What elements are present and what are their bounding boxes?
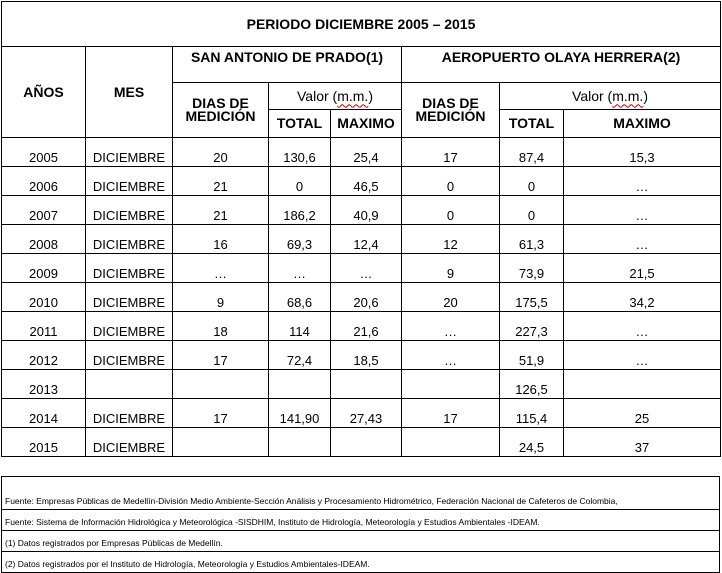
year-cell: 2010 (2, 283, 86, 312)
station1-total-cell (269, 370, 331, 399)
table-row (2, 138, 721, 167)
station2-days-cell: … (402, 341, 500, 370)
station2-max-cell: 37 (564, 428, 721, 457)
station2-max-cell (564, 370, 721, 399)
station1-days-cell: 16 (173, 225, 269, 254)
table-row (2, 312, 721, 341)
station2-days-cell: 0 (402, 167, 500, 196)
station1-header: SAN ANTONIO DE PRADO(1) (173, 47, 402, 83)
table-row (2, 428, 721, 457)
station2-max-cell: … (564, 225, 721, 254)
station2-days-cell: 9 (402, 254, 500, 283)
station2-max-cell: 34,2 (564, 283, 721, 312)
note-station2: (2) Datos registrados por el Instituto de Hidrología, Meteorología y Estudios Ambientales-IDEAM. (2, 552, 720, 573)
station1-total-cell: 141,90 (269, 399, 331, 428)
year-cell: 2013 (2, 370, 86, 399)
table-row (2, 370, 721, 399)
station2-max-cell: 15,3 (564, 138, 721, 167)
station2-total-cell: 51,9 (500, 341, 564, 370)
station1-total-cell (269, 428, 331, 457)
station1-max-cell: 18,5 (331, 341, 402, 370)
year-cell: 2009 (2, 254, 86, 283)
year-cell: 2014 (2, 399, 86, 428)
year-cell: 2008 (2, 225, 86, 254)
station2-days-cell (402, 370, 500, 399)
station2-days-cell: … (402, 312, 500, 341)
station2-max-cell: 25 (564, 399, 721, 428)
station1-max-cell: 12,4 (331, 225, 402, 254)
station1-total-cell: 186,2 (269, 196, 331, 225)
station1-max-cell: … (331, 254, 402, 283)
station2-total-cell: 73,9 (500, 254, 564, 283)
station1-days-cell: 18 (173, 312, 269, 341)
year-cell: 2005 (2, 138, 86, 167)
station1-max-cell (331, 428, 402, 457)
station2-value-header: Valor (m.m.) (500, 83, 721, 110)
station1-days-cell: 17 (173, 341, 269, 370)
station2-max-cell: 21,5 (564, 254, 721, 283)
station2-total-header: TOTAL (500, 110, 564, 138)
station2-max-header: MAXIMO (564, 110, 721, 138)
station1-days-header: DIAS DE MEDICIÓN (173, 83, 269, 138)
station2-max-cell: … (564, 312, 721, 341)
station2-total-cell: 61,3 (500, 225, 564, 254)
station1-total-cell: 130,6 (269, 138, 331, 167)
station1-days-cell (173, 428, 269, 457)
month-cell: DICIEMBRE (86, 225, 173, 254)
station1-max-cell: 27,43 (331, 399, 402, 428)
station2-total-cell: 24,5 (500, 428, 564, 457)
month-header: MES (86, 47, 173, 138)
station2-days-header: DIAS DE MEDICIÓN (402, 83, 500, 138)
years-header: AÑOS (2, 47, 86, 138)
station2-days-cell: 12 (402, 225, 500, 254)
station1-days-cell: … (173, 254, 269, 283)
table-row (2, 196, 721, 225)
station1-total-header: TOTAL (269, 110, 331, 138)
station1-value-header: Valor (m.m.) (269, 83, 402, 110)
note-station1: (1) Datos registrados por Empresas Públicas de Medellín. (2, 531, 720, 552)
station1-days-cell (173, 370, 269, 399)
station1-max-cell: 20,6 (331, 283, 402, 312)
month-cell: DICIEMBRE (86, 428, 173, 457)
table-row (2, 399, 721, 428)
note-source-epm: Fuente: Empresas Públicas de Medellín-División Medio Ambiente-Sección Análisis y Procesamiento Hidrométrico, Federación Nacional de Cafeteros de Colombia, (2, 477, 720, 510)
station2-days-cell: 20 (402, 283, 500, 312)
station2-total-cell: 126,5 (500, 370, 564, 399)
rainfall-table (1, 1, 721, 457)
month-cell: DICIEMBRE (86, 138, 173, 167)
year-cell: 2015 (2, 428, 86, 457)
month-cell (86, 370, 173, 399)
station2-max-cell: … (564, 341, 721, 370)
year-cell: 2006 (2, 167, 86, 196)
station2-total-cell: 0 (500, 196, 564, 225)
station1-days-cell: 17 (173, 399, 269, 428)
station1-days-cell: 21 (173, 196, 269, 225)
notes-table (1, 476, 720, 573)
month-cell: DICIEMBRE (86, 312, 173, 341)
station1-max-cell: 40,9 (331, 196, 402, 225)
month-cell: DICIEMBRE (86, 341, 173, 370)
station2-total-cell: 0 (500, 167, 564, 196)
month-cell: DICIEMBRE (86, 254, 173, 283)
station2-days-cell: 17 (402, 399, 500, 428)
table-title: PERIODO DICIEMBRE 2005 – 2015 (2, 2, 721, 47)
table-row (2, 225, 721, 254)
station2-total-cell: 227,3 (500, 312, 564, 341)
station1-total-cell: 69,3 (269, 225, 331, 254)
month-cell: DICIEMBRE (86, 399, 173, 428)
station1-total-cell: 68,6 (269, 283, 331, 312)
station1-days-cell: 21 (173, 167, 269, 196)
table-row (2, 341, 721, 370)
station2-days-cell (402, 428, 500, 457)
station1-days-cell: 20 (173, 138, 269, 167)
station2-days-cell: 0 (402, 196, 500, 225)
year-cell: 2012 (2, 341, 86, 370)
table-row (2, 167, 721, 196)
station1-max-header: MAXIMO (331, 110, 402, 138)
station1-total-cell: 0 (269, 167, 331, 196)
station2-max-cell: … (564, 167, 721, 196)
station2-total-cell: 87,4 (500, 138, 564, 167)
table-row (2, 254, 721, 283)
month-cell: DICIEMBRE (86, 167, 173, 196)
station1-days-cell: 9 (173, 283, 269, 312)
year-cell: 2007 (2, 196, 86, 225)
year-cell: 2011 (2, 312, 86, 341)
table-row (2, 283, 721, 312)
station1-total-cell: … (269, 254, 331, 283)
station2-max-cell: … (564, 196, 721, 225)
station2-total-cell: 115,4 (500, 399, 564, 428)
note-source-ideam: Fuente: Sistema de Información Hidrológica y Meteorológica -SISDHIM, Instituto de Hidrología, Meteorología y Estudios Ambientales -IDEAM. (2, 510, 720, 531)
station2-days-cell: 17 (402, 138, 500, 167)
station2-header: AEROPUERTO OLAYA HERRERA(2) (402, 47, 721, 83)
station1-total-cell: 114 (269, 312, 331, 341)
month-cell: DICIEMBRE (86, 196, 173, 225)
station1-total-cell: 72,4 (269, 341, 331, 370)
station1-max-cell: 46,5 (331, 167, 402, 196)
station2-total-cell: 175,5 (500, 283, 564, 312)
month-cell: DICIEMBRE (86, 283, 173, 312)
station1-max-cell: 21,6 (331, 312, 402, 341)
station1-max-cell: 25,4 (331, 138, 402, 167)
station1-max-cell (331, 370, 402, 399)
